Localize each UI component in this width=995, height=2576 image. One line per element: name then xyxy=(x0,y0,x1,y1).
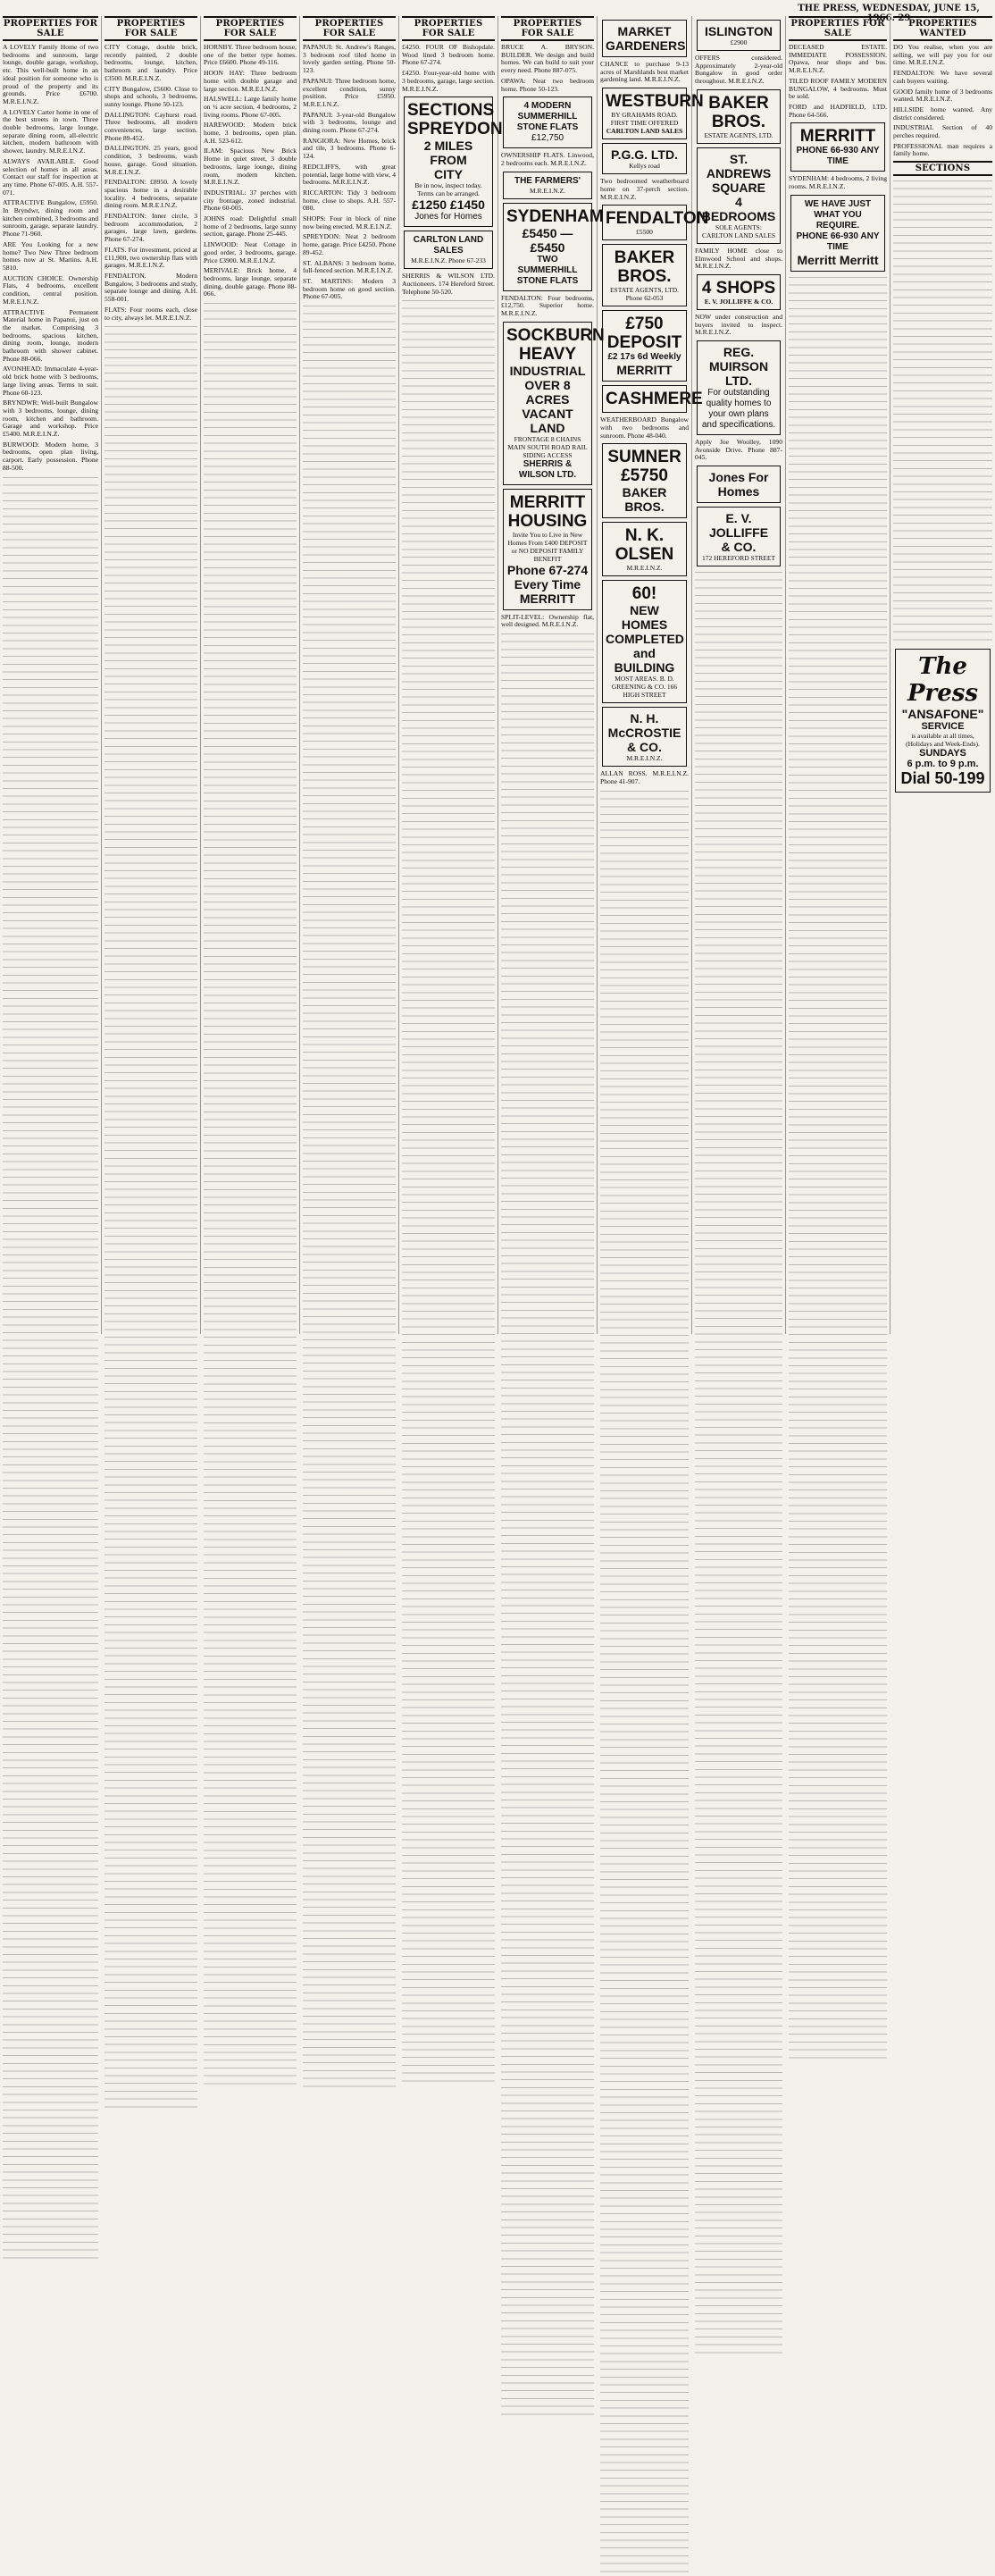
display-ad-jolliffe xyxy=(697,507,781,566)
ad-headline: BUILDING xyxy=(614,660,675,675)
column-1 xyxy=(0,16,102,1334)
ad: JOHNS road: Delightful small home of 2 bedrooms, large sunny section, garage. Phone 25-445. xyxy=(204,214,297,239)
ad: HILLSIDE home wanted. Any district considered. xyxy=(893,105,992,122)
ad: HOON HAY: Three bedroom home with double garage and large section. M.R.E.I.N.Z. xyxy=(204,69,297,93)
display-ad-nk-olsen xyxy=(602,522,687,576)
ad-headline: BAKER BROS. xyxy=(708,93,769,131)
ad-headline: £5450 — £5450 xyxy=(522,225,573,255)
display-ad-baker-bros xyxy=(602,244,687,306)
ad: GOOD family home of 3 bedrooms wanted. M.R.E.I.N.Z. xyxy=(893,87,992,104)
ad: CITY Bungalow, £5600. Close to shops and schools, 3 bedrooms, sunny lounge. Phone 50-123. xyxy=(105,84,197,108)
ad: OPAWA: Neat two bedroom home. Phone 50-123. xyxy=(501,76,594,93)
ad-agent: SHERRIS & WILSON LTD. xyxy=(518,458,577,480)
ad-headline: SUMNER £5750 xyxy=(607,448,681,486)
ad: SHOPS: Four in block of nine now being erected. M.R.E.I.N.Z. xyxy=(303,214,396,231)
service-label: SERVICE xyxy=(921,721,965,733)
ad-headline: SYDENHAM xyxy=(506,206,604,226)
ad-headline: BAKER BROS. xyxy=(614,248,675,287)
ad: RICCARTON: Tidy 3 bedroom home, close to shops. A.H. 557-080. xyxy=(303,188,396,213)
ad: MERIVALE: Brick home, 4 bedrooms, large lounge, separate dining, double garage. Phone 88-066. xyxy=(204,266,297,298)
ad-agent: CARLTON LAND SALES xyxy=(606,127,683,136)
ad-headline: ISLINGTON xyxy=(705,24,773,38)
ad-subtext: M.R.E.I.N.Z. xyxy=(530,186,565,195)
ad-subtext: BY GRAHAMS ROAD. FIRST TIME OFFERED xyxy=(610,111,679,128)
ad-headline: MERRITT xyxy=(799,127,876,147)
ad-headline: SUMMERHILL STONE FLATS xyxy=(516,112,579,133)
ad: FENDALTON: Four bedrooms, £12,750. Superior home. M.R.E.I.N.Z. xyxy=(501,293,594,318)
column-heading: PROPERTIES FOR SALE xyxy=(789,16,887,41)
ad: PAPANUI: Three bedroom home, excellent condition, sunny position. Price £5950. M.R.E.I.N.Z. xyxy=(303,76,396,108)
sections-heading: SECTIONS xyxy=(893,161,992,176)
ad-subtext: Kellys road xyxy=(629,162,660,171)
ad-text-block xyxy=(600,789,689,2576)
ad-headline: TWO SUMMERHILL xyxy=(517,254,578,275)
display-ad-new-homes xyxy=(602,580,687,703)
column-7 xyxy=(598,16,709,1334)
ad: OFFERS considered. Approximately 2-year-old Bungalow in good order throughout. M.R.E.I.N.Z. xyxy=(695,54,782,86)
ad-text-block xyxy=(105,324,197,2111)
column-heading: PROPERTIES WANTED xyxy=(893,16,992,41)
ad: ATTRACTIVE Bungalow, £5950. In Bryndwr, dining room and kitchen combined, 3 bedrooms and sunroom, garage, separate laundry. Phone 71-960. xyxy=(3,198,98,239)
column-10 xyxy=(890,16,995,1334)
ad: SYDENHAM: 4 bedrooms, 2 living rooms. M.R.E.I.N.Z. xyxy=(789,174,887,191)
display-ad-st-andrews xyxy=(697,147,781,244)
ad: AUCTION CHOICE. Ownership Flats, 4 bedrooms, excellent condition, central position. M.R.E.I.N.Z. xyxy=(3,273,98,306)
ad: INDUSTRIAL Section of 40 perches required. xyxy=(893,123,992,140)
ad: BRUCE A. BRYSON. BUILDER. We design and build homes. We can build to suit your every need. Phone 887-075. xyxy=(501,43,594,75)
display-ad-baker-bros xyxy=(697,89,781,144)
column-heading: PROPERTIES FOR SALE xyxy=(303,16,396,41)
ad-subtext: FRONTAGE 8 CHAINS MAIN SOUTH ROAD RAIL SIDING ACCESS xyxy=(507,434,588,459)
ad: ST. ALBANS: 3 bedroom home, full-fenced section. M.R.E.I.N.Z. xyxy=(303,258,396,275)
display-ad-deposit xyxy=(602,310,687,382)
ad: FORD and HADFIELD, LTD. Phone 64-566. xyxy=(789,102,887,119)
ad-subtext: PHONE 66-930 ANY TIME xyxy=(796,146,880,167)
ad-headline: N. H. McCROSTIE xyxy=(607,711,681,741)
display-ad-westburn xyxy=(602,88,704,139)
ad: TILED ROOF FAMILY MODERN BUNGALOW, 4 bedrooms. Must be sold. xyxy=(789,76,887,101)
ad-subtext: ESTATE AGENTS, LTD. Phone 62-053 xyxy=(609,286,680,303)
ad-subtext: M.R.E.I.N.Z. Phone 67-233 xyxy=(411,256,486,265)
ad-text-block xyxy=(501,632,594,2419)
ad-headline: ST. ANDREWS xyxy=(706,151,772,180)
sundays-label: SUNDAYS xyxy=(919,748,966,759)
ad: £4250. Four-year-old home with 3 bedrooms, garage, large section. M.R.E.I.N.Z. xyxy=(402,69,495,93)
display-ad-fendalton xyxy=(602,205,709,240)
ad-text-block xyxy=(303,304,396,2091)
ad: SHERRIS & WILSON LTD. Auctioneers. 174 Hereford Street. Telephone 50-520. xyxy=(402,272,495,296)
display-ad-cashmere xyxy=(602,385,703,413)
ad-headline: 4 SHOPS xyxy=(701,278,776,298)
ad-headline: REG. MUIRSON LTD. xyxy=(708,345,769,389)
ad: ST. MARTINS: Modern 3 bedroom home on good section. Phone 67-005. xyxy=(303,276,396,301)
ad: REDCLIFFS, with great potential, large home with view, 4 bedrooms. M.R.E.I.N.Z. xyxy=(303,162,396,187)
ad-headline: HOUSING xyxy=(507,511,588,531)
ad: DALLINGTON: Cayhurst road. Three bedrooms, all modern conveniences, large section. Phone 89-452. xyxy=(105,110,197,142)
ad-headline: CITY xyxy=(434,167,463,182)
hours-label: 6 p.m. to 9 p.m. xyxy=(907,759,979,770)
column-2 xyxy=(102,16,201,1334)
ad: DALLINGTON. 25 years, good condition, 3 bedrooms, wash house, garage. Good situation. M.R.E.I.N.Z. xyxy=(105,144,197,176)
ad-headline: 60! xyxy=(631,584,657,604)
ad-headline: SPREYDON xyxy=(407,120,503,139)
ad-headline: P.G.G. LTD. xyxy=(611,147,678,163)
ad-headline: Jones For Homes xyxy=(708,470,769,499)
ad-agent: BAKER BROS. xyxy=(622,485,667,515)
ad: DECEASED ESTATE. IMMEDIATE POSSESSION. Opawa, near shops and bus. M.R.E.I.N.Z. xyxy=(789,43,887,75)
column-5 xyxy=(399,16,503,1334)
ad: PAPANUI: St. Andrew's Ranges, 3 bedroom roof tiled home in lovely garden setting. Phone 50-123. xyxy=(303,43,396,75)
ad: AVONHEAD: Immaculate 4-year-old brick home with 3 bedrooms, large living areas. Terms to suit. Phone 60-123. xyxy=(3,365,98,397)
column-heading: PROPERTIES FOR SALE xyxy=(204,16,297,41)
column-heading: PROPERTIES FOR SALE xyxy=(105,16,197,41)
ad-subtext: PHONE 66-930 ANY TIME xyxy=(796,231,880,252)
ad-subtext: 172 HEREFORD STREET xyxy=(701,554,776,563)
display-ad-sockburn xyxy=(503,322,605,485)
column-4 xyxy=(300,16,399,1334)
ad-headline: NEW HOMES xyxy=(621,603,668,633)
ad: RANGIORA: New Homes, brick and tile, 3 bedrooms. Phone 6-124. xyxy=(303,136,396,161)
ad: ALLAN ROSS. M.R.E.I.N.Z. Phone 41-907. xyxy=(600,769,689,786)
ad: FENDALTON: £8950. A lovely spacious home in a desirable locality. 4 bedrooms, separate dining room. M.R.E.I.N.Z. xyxy=(105,178,197,210)
ad-headline: HEAVY xyxy=(518,344,577,364)
ad: SPLIT-LEVEL: Ownership flat, well designed. M.R.E.I.N.Z. xyxy=(501,612,594,629)
ad: BURWOOD: Modern home, 3 bedrooms, open plan living, carport. Early possession. Phone 88-500. xyxy=(3,440,98,472)
ad-subtext: SOLE AGENTS: CARLTON LAND SALES xyxy=(701,222,776,239)
column-8 xyxy=(692,16,786,1334)
ad-headline: N. K. OLSEN xyxy=(615,526,674,565)
display-ad-pgg xyxy=(602,143,687,174)
ad-headline: GARDENERS xyxy=(606,38,686,53)
ad-headline: CASHMERE xyxy=(606,390,703,409)
display-ad-farmers xyxy=(503,172,592,199)
ad-headline: MARKET xyxy=(617,24,672,38)
display-ad-carlton xyxy=(404,231,493,269)
ad: FAMILY HOME close to Elmwood School and shops. M.R.E.I.N.Z. xyxy=(695,246,782,271)
display-ad-sydenham xyxy=(503,203,604,291)
masthead: THE PRESS, WEDNESDAY, JUNE 15, 1966. 29 xyxy=(798,4,980,23)
ad-headline: E. V. JOLLIFFE xyxy=(708,511,769,541)
ansafone-label: "ANSAFONE" xyxy=(901,707,984,722)
ad: FENDALTON: We have several cash buyers waiting. xyxy=(893,69,992,85)
display-ad-islington xyxy=(697,20,781,51)
ad-subtext: £2900 xyxy=(730,38,748,46)
ad-headline: WE HAVE JUST WHAT YOU REQUIRE. xyxy=(804,198,872,231)
ad-subtext: Invite You to Live in New Homes From £400 DEPOSIT or NO DEPOSIT FAMILY BENEFIT xyxy=(507,530,588,563)
column-heading: PROPERTIES FOR SALE xyxy=(402,16,495,41)
display-ad-merritt-require xyxy=(790,195,885,272)
ad-headline: OVER 8 ACRES xyxy=(524,377,571,407)
ad-headline: 4 BEDROOMS xyxy=(701,194,776,223)
ad-price: £1250 £1450 xyxy=(412,197,485,213)
ad: CHANCE to purchase 9-13 acres of Marshlands best market gardening land. M.R.E.I.N.Z. xyxy=(600,60,689,84)
ad-headline: & CO. xyxy=(627,740,662,755)
ad-headline: MERRITT xyxy=(509,492,586,512)
display-ad-sumner xyxy=(602,443,687,518)
ad-price: Phone 67-274 Every Time xyxy=(506,562,589,592)
ad: FENDALTON: Inner circle, 3 bedroom accommodation, 2 garages, large lawn, gardens. Phone 67-274. xyxy=(105,212,197,244)
ad-subtext: £5500 xyxy=(636,228,653,237)
ad-headline: 2 MILES FROM xyxy=(423,138,473,168)
ad: ILAM: Spacious New Brick Home in quiet street, 3 double bedrooms, large lounge, dining room, modern kitchen. M.R.E.I.N.Z. xyxy=(204,147,297,187)
ad: A LOVELY Carter home in one of the best streets in town. Three double bedrooms, large lounge, separate dining room, all-electric kitchen, modern bathroom with shower, laundry. M.R.E.I.N.Z. xyxy=(3,107,98,155)
display-ad-summerhill xyxy=(503,96,592,148)
ad-text-block xyxy=(893,179,992,643)
ad-subtext: M.R.E.I.N.Z. xyxy=(626,564,663,573)
ad-headline: & CO. xyxy=(721,540,757,555)
ad-headline: SQUARE xyxy=(712,180,765,195)
display-ad-mccrostie xyxy=(602,707,687,767)
ad: HALSWELL: Large family home on ¼ acre section, 4 bedrooms, 2 living rooms. Phone 67-005. xyxy=(204,95,297,119)
ad-agent: Merritt Merritt xyxy=(797,252,879,267)
ad-headline: INDUSTRIAL xyxy=(509,363,586,378)
ad-headline: WESTBURN xyxy=(606,92,704,112)
ad-agent: MERRITT xyxy=(616,363,673,378)
ad: LINWOOD: Neat Cottage in good order, 3 bedrooms, garage. Price £3900. M.R.E.I.N.Z. xyxy=(204,240,297,264)
ad-headline: SECTIONS xyxy=(407,101,495,121)
ad-price: £12,750 xyxy=(531,133,564,144)
display-ad-merritt-housing xyxy=(503,489,592,610)
ad-agent: MERRITT xyxy=(519,591,576,606)
ad-text-block xyxy=(204,301,297,2088)
ad-text-block xyxy=(3,475,98,2262)
ad-headline: 4 MODERN xyxy=(523,101,572,112)
ad-headline: THE FARMERS' xyxy=(514,175,581,186)
ad-subtext: M.R.E.I.N.Z. xyxy=(626,754,663,763)
ad-agent: E. V. JOLLIFFE & CO. xyxy=(704,297,773,306)
column-heading: PROPERTIES FOR SALE xyxy=(501,16,594,41)
column-9 xyxy=(786,16,890,1334)
ad: FLATS. For investment, priced at £11,900, two ownership flats with garages. M.R.E.I.N.Z. xyxy=(105,245,197,270)
ad-text-block xyxy=(789,275,887,2062)
ad: INDUSTRIAL: 37 perches with city frontage, zoned industrial. Phone 60-005. xyxy=(204,188,297,213)
ad-subtext: For outstanding quality homes to your own plans and specifications. xyxy=(701,388,776,431)
display-ad-jones xyxy=(697,466,781,503)
ad-headline: COMPLETED and xyxy=(606,632,684,661)
ad-text-block xyxy=(695,570,782,2357)
ad: ATTRACTIVE Permanent Material home in Papanui, just on the market. Comprising 3 bedrooms, spacious kitchen, dining room, lounge, modern bathroom with shower cabinet. Phone 88-066. xyxy=(3,307,98,363)
display-ad-market-gardeners xyxy=(602,20,687,57)
ad: CITY Cottage, double brick, recently painted, 2 double bedrooms, lounge, kitchen, bathroom and laundry. Price £3500. M.R.E.I.N.Z. xyxy=(105,43,197,82)
display-ad-4-shops xyxy=(697,274,781,310)
ad-headline: STONE FLATS xyxy=(516,275,579,286)
availability-note: is available at all times, (Holidays and Week-Ends). xyxy=(906,732,980,749)
ad-headline: CARLTON LAND SALES xyxy=(413,235,484,256)
ad: SPREYDON: Neat 2 bedroom home, garage. Price £4250. Phone 89-452. xyxy=(303,232,396,256)
ad: £4250. FOUR OF Bishopdale. Wood lined 3 bedroom home. Phone 67-274. xyxy=(402,43,495,67)
ad: Apply Joe Woolley, 1090 Avonside Drive. Phone 887-045. xyxy=(695,438,782,462)
press-ansafone-ad xyxy=(895,649,991,793)
ad: A LOVELY Family Home of two bedrooms and sunroom, large lounge, double garage, workshop, etc. This well-built home in an ideal position for someone who is proud of the property and its grounds. Price £6700. M.R.E.I.N.Z. xyxy=(3,43,98,105)
column-3 xyxy=(201,16,300,1334)
ad-subtext: Be in now, inspect today. Terms can be arranged. xyxy=(414,181,482,198)
ad-subtext: MOST AREAS. B. D. GREENING & CO. 166 HIGH STREET xyxy=(611,675,678,700)
ad: ARE You Looking for a new home? Two New Three bedroom homes now at St. Martins. A.H. 5810. xyxy=(3,239,98,272)
ad: PAPANUI: 3-year-old Bungalow with 3 bedrooms, lounge and dining room. Phone 67-274. xyxy=(303,110,396,135)
ad: HORNBY. Three bedroom house, one of the better type homes. Price £6600. Phone 49-116. xyxy=(204,43,297,67)
ad-text-block xyxy=(402,298,495,2085)
ad-subtext: ESTATE AGENTS, LTD. xyxy=(704,130,773,139)
ad: NOW under construction and buyers invited to inspect. M.R.E.I.N.Z. xyxy=(695,312,782,337)
ad-agent: Jones for Homes xyxy=(414,212,482,222)
ad: BRYNDWR: Well-built Bungalow with 3 bedrooms, lounge, dining room, kitchen and bathroom. Garage and workshop. Price £5400. M.R.E.I.N.Z. xyxy=(3,399,98,439)
display-ad-merritt xyxy=(790,122,885,172)
column-heading: PROPERTIES FOR SALE xyxy=(3,16,98,41)
ad-headline: FENDALTON xyxy=(606,209,709,229)
ad: DO You realise, when you are selling, we will pay you for our time. M.R.E.I.N.Z. xyxy=(893,43,992,67)
display-ad-sections-spreydon xyxy=(404,96,503,227)
display-ad-muirson xyxy=(697,340,781,435)
column-6 xyxy=(498,16,605,1334)
ad: OWNERSHIP FLATS. Linwood, 2 bedrooms each. M.R.E.I.N.Z. xyxy=(501,151,594,167)
ad: WEATHERBOARD Bungalow with two bedrooms and sunroom. Phone 48-040. xyxy=(600,415,689,440)
ad-headline: SOCKBURN xyxy=(506,325,605,345)
press-logo: The Press xyxy=(907,653,979,708)
ad-headline: £750 DEPOSIT xyxy=(606,315,682,353)
ad: FENDALTON. Modern Bungalow, 3 bedrooms and study, separate lounge and dining. A.H. 558-001. xyxy=(105,271,197,304)
ad: FLATS: Four rooms each, close to city, always let. M.R.E.I.N.Z. xyxy=(105,305,197,322)
ad: PROFESSIONAL man requires a family home. xyxy=(893,141,992,158)
ad: HAREWOOD: Modern brick home, 3 bedrooms, open plan. A.H. 523-612. xyxy=(204,121,297,145)
dial-number: Dial 50-199 xyxy=(900,769,985,788)
ad: ALWAYS AVAILABLE. Good selection of homes in all areas. Contact our staff for inspection at any time. Phone 67-005. A.H. 557-071. xyxy=(3,156,98,197)
ad-headline: VACANT LAND xyxy=(522,406,573,435)
ad: Two bedroomed weatherboard home on 37-perch section. M.R.E.I.N.Z. xyxy=(600,177,689,201)
ad-headline: £2 17s 6d Weekly xyxy=(607,352,681,363)
